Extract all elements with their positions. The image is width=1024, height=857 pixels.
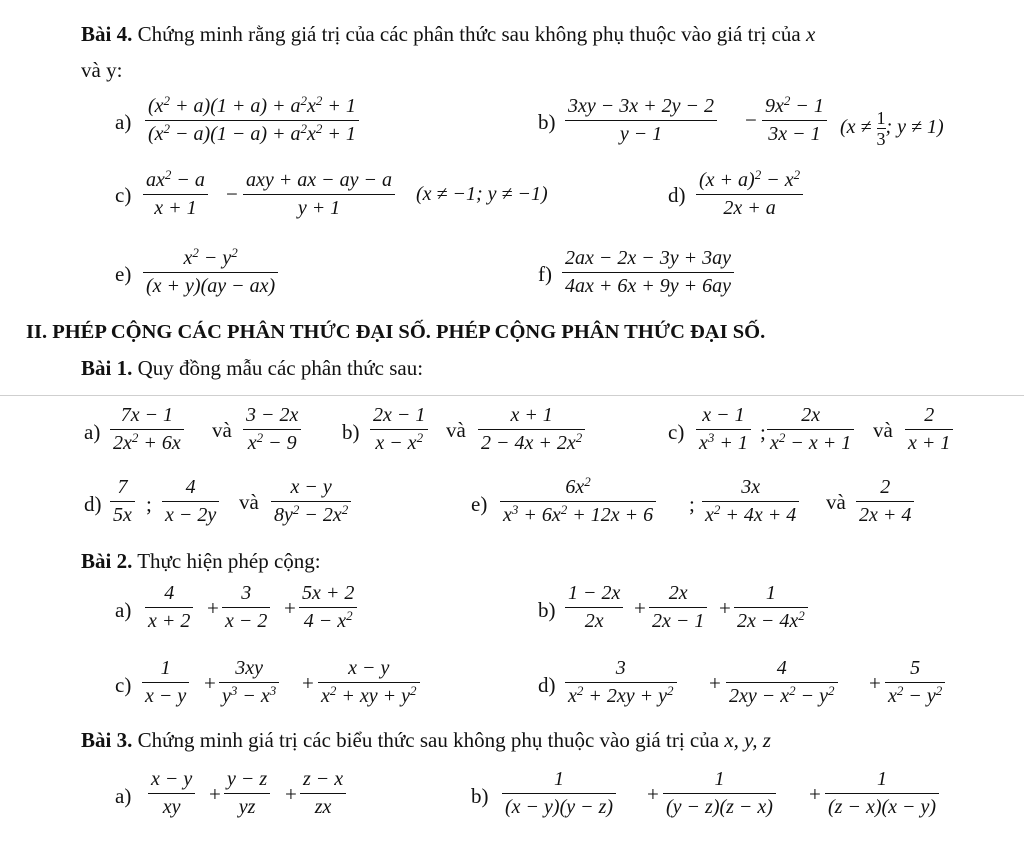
bai1-b-label: b) — [342, 420, 360, 444]
bai4-line1 — [81, 22, 815, 46]
bai3-b-fraction-2 — [663, 768, 776, 819]
bai2-c-plus-1: + — [204, 671, 216, 695]
bai4-e-fraction — [143, 244, 278, 298]
denominator: xy — [162, 796, 181, 818]
bai2-text: Thực hiện phép cộng: — [132, 549, 321, 573]
bai4-b-fraction-2 — [762, 92, 827, 146]
bai4-text: Chứng minh rằng giá trị của các phân thức sau không phụ thuộc vào giá trị của — [132, 22, 806, 46]
bai4-f-fraction — [562, 247, 734, 298]
bai3-b-fraction-1 — [502, 768, 616, 819]
bai1-e-fraction-1 — [500, 473, 656, 527]
bai2-c-plus-2: + — [302, 671, 314, 695]
bai2-a-plus-2: + — [284, 596, 296, 620]
numerator: x − y — [151, 768, 193, 790]
numerator: 2 — [880, 476, 891, 498]
denominator: 4ax + 6x + 9y + 6ay — [565, 275, 731, 297]
numerator: 3xy − 3x + 2y − 2 — [568, 95, 714, 117]
numerator: 1 — [554, 768, 565, 790]
numerator: 3 — [615, 657, 626, 679]
bai2-b-plus-2: + — [719, 596, 731, 620]
numerator: $(x + a)^2 - x^2$ — [699, 166, 801, 191]
bai1-e-fraction-3 — [856, 476, 914, 527]
bai2-b-fraction-3 — [734, 582, 808, 633]
numerator: 1 — [160, 657, 171, 679]
bai2-a-fraction-1 — [145, 582, 193, 633]
bai2-d-fraction-1 — [565, 657, 677, 708]
bai3-b-plus-2: + — [809, 782, 821, 806]
denominator: x + 1 — [908, 432, 951, 454]
numerator: 5x + 2 — [302, 582, 355, 604]
denominator: $x^2 - x + 1$ — [770, 429, 852, 454]
bai1-e-sep: ; — [689, 492, 695, 516]
denominator: 2x + a — [723, 197, 776, 219]
bai2-b-fraction-1 — [565, 582, 623, 633]
numerator: 3 − 2x — [246, 404, 299, 426]
bai4-a-label: a) — [115, 110, 132, 134]
bai1-heading: Bài 1. — [81, 356, 133, 380]
numerator: 3 — [241, 582, 252, 604]
denominator: x − 2 — [225, 610, 268, 632]
numerator: $x^2 - y^2$ — [183, 244, 238, 269]
bai3-b-fraction-3 — [825, 768, 939, 819]
denominator: $x^3 + 6x^2 + 12x + 6$ — [503, 501, 654, 526]
numerator: x − 1 — [702, 404, 745, 426]
bai2-d-fraction-2 — [726, 657, 838, 708]
denominator: y + 1 — [297, 197, 341, 219]
denominator: (y − z)(z − x) — [666, 796, 773, 818]
numerator: axy + ax − ay − a — [246, 169, 392, 191]
bai4-b-condition — [840, 108, 944, 149]
denominator: $(x^2 - a)(1 - a) + a^2x^2 + 1$ — [148, 120, 356, 145]
bai4-c-minus: − — [226, 182, 238, 206]
denominator: $2 - 4x + 2x^2$ — [481, 429, 583, 454]
denominator: $x^2$ + xy + $y^2$ — [321, 682, 417, 707]
numerator: 1 — [877, 768, 888, 790]
bai2-a-fraction-2 — [222, 582, 270, 633]
denominator: (x − y)(y − z) — [505, 796, 614, 818]
bai2-a-fraction-3 — [299, 582, 357, 633]
bai3-line — [81, 728, 771, 752]
bai1-e-label: e) — [471, 492, 488, 516]
bai1-b-fraction-2 — [478, 404, 585, 455]
bai1-c-fraction-3 — [905, 404, 953, 455]
denominator: 3 — [876, 129, 886, 149]
numerator: 2x − 1 — [373, 404, 426, 426]
bai2-d-fraction-3 — [885, 657, 945, 708]
bai1-c-fraction-2 — [767, 404, 854, 455]
bai2-d-label: d) — [538, 673, 556, 697]
bai3-b-plus-1: + — [647, 782, 659, 806]
denominator: $2x - 4x^2$ — [737, 607, 805, 632]
bai3-a-fraction-1 — [148, 768, 195, 819]
denominator: $8y^2 - 2x^2$ — [274, 501, 349, 526]
bai4-d-fraction — [696, 166, 803, 220]
numerator: 7x − 1 — [120, 404, 174, 426]
numerator: $6x^2$ — [565, 473, 591, 498]
numerator: 2 — [924, 404, 935, 426]
bai2-d-plus-2: + — [869, 671, 881, 695]
bai4-e-label: e) — [115, 262, 132, 286]
denominator: $2x^2 + 6x$ — [113, 429, 181, 454]
bai1-e-va: và — [826, 490, 846, 514]
denominator: $x^3 + 1$ — [699, 429, 748, 454]
numerator: $(x^2 + a)(1 + a) + a^2x^2 + 1$ — [148, 92, 356, 117]
bai4-a-fraction — [145, 92, 359, 146]
bai1-a-va: và — [212, 418, 232, 442]
numerator: 1 — [876, 108, 886, 128]
section-2-title: II. PHÉP CỘNG CÁC PHÂN THỨC ĐẠI SỐ. PHÉP CỘNG PHÂN THỨC ĐẠI SỐ. — [26, 321, 766, 343]
numerator: $9x^2 - 1$ — [765, 92, 824, 117]
bai1-b-fraction-1 — [370, 404, 428, 455]
denominator: y − 1 — [619, 123, 663, 145]
bai2-line — [81, 549, 321, 573]
bai1-b-va: và — [446, 418, 466, 442]
bai1-d-fraction-1 — [110, 476, 135, 527]
denominator: 3x − 1 — [768, 123, 821, 145]
bai4-c-label: c) — [115, 183, 132, 207]
bai4-var-x: x — [805, 22, 816, 46]
bai1-d-fraction-3 — [271, 476, 351, 527]
numerator: 2ax − 2x − 3y + 3ay — [565, 247, 731, 269]
bai2-b-label: b) — [538, 598, 556, 622]
denominator: $x - x^2$ — [375, 429, 424, 454]
numerator: x − y — [348, 657, 390, 679]
numerator: 1 − 2x — [568, 582, 621, 604]
denominator: 2x + 4 — [859, 504, 912, 526]
denominator: x + 1 — [154, 197, 197, 219]
numerator: 2x — [668, 582, 688, 604]
denominator: $x^2 - y^2$ — [888, 682, 943, 707]
denominator: yz — [238, 796, 256, 818]
bai3-a-fraction-3 — [300, 768, 346, 819]
numerator: y − z — [227, 768, 268, 790]
bai1-line — [81, 356, 423, 380]
bai1-c-label: c) — [668, 420, 685, 444]
numerator: 3xy — [235, 657, 264, 679]
bai2-c-fraction-1 — [142, 657, 189, 708]
bai4-heading: Bài 4. — [81, 22, 133, 46]
page-divider — [0, 395, 1024, 396]
bai1-d-fraction-2 — [162, 476, 219, 527]
bai4-line2: và y: — [81, 58, 123, 82]
numerator: 1 — [765, 582, 776, 604]
denominator: $y^3 - x^3$ — [222, 682, 277, 707]
bai4-b-fraction-1 — [565, 95, 717, 146]
bai1-a-label: a) — [84, 420, 101, 444]
bai3-vars: x, y, z — [724, 728, 771, 752]
bai4-f-label: f) — [538, 262, 552, 286]
bai3-heading: Bài 3. — [81, 728, 133, 752]
condition-prefix: (x ≠ — [840, 116, 877, 139]
bai1-e-fraction-2 — [702, 476, 799, 527]
denominator: $x^2 - 9$ — [247, 429, 297, 454]
bai2-a-label: a) — [115, 598, 132, 622]
bai3-a-fraction-2 — [224, 768, 270, 819]
bai4-d-label: d) — [668, 183, 686, 207]
bai3-b-label: b) — [471, 784, 489, 808]
denominator: x + 2 — [148, 610, 191, 632]
condition-fraction — [877, 108, 886, 149]
bai2-a-plus-1: + — [207, 596, 219, 620]
denominator: 5x — [113, 504, 132, 526]
numerator: $ax^2 - a$ — [146, 166, 205, 191]
numerator: x + 1 — [510, 404, 553, 426]
numerator: 5 — [910, 657, 921, 679]
bai3-text: Chứng minh giá trị các biểu thức sau không phụ thuộc vào giá trị của — [132, 728, 725, 752]
numerator: 7 — [117, 476, 128, 498]
bai4-c-fraction-2 — [243, 169, 395, 220]
bai1-c-sep: ; — [760, 420, 766, 444]
bai4-c-fraction-1 — [143, 166, 208, 220]
condition-suffix: ; y ≠ 1) — [885, 116, 944, 139]
bai1-d-va: và — [239, 490, 259, 514]
numerator: 2x — [801, 404, 821, 426]
denominator: (z − x)(x − y) — [828, 796, 937, 818]
bai2-c-label: c) — [115, 673, 132, 697]
denominator: $4 - x^2$ — [303, 607, 353, 632]
bai4-b-minus: − — [745, 108, 757, 132]
numerator: 4 — [185, 476, 196, 498]
denominator: 2x − 1 — [652, 610, 705, 632]
bai1-c-va: và — [873, 418, 893, 442]
denominator: zx — [314, 796, 332, 818]
bai2-c-fraction-2 — [219, 657, 279, 708]
numerator: 1 — [714, 768, 725, 790]
bai2-heading: Bài 2. — [81, 549, 133, 573]
denominator: x − y — [145, 685, 187, 707]
bai1-d-label: d) — [84, 492, 102, 516]
numerator: 4 — [776, 657, 787, 679]
numerator: 3x — [741, 476, 761, 498]
denominator: $2xy - x^2 - y^2$ — [729, 682, 835, 707]
denominator: $x^2 + 2xy + y^2$ — [568, 682, 674, 707]
bai3-a-plus-2: + — [285, 782, 297, 806]
bai4-c-condition: (x ≠ −1; y ≠ −1) — [416, 183, 548, 205]
bai2-c-fraction-3 — [318, 657, 420, 708]
numerator: z − x — [303, 768, 344, 790]
bai3-a-plus-1: + — [209, 782, 221, 806]
bai1-a-fraction-1 — [110, 404, 184, 455]
denominator: 2x — [584, 610, 604, 632]
bai2-b-plus-1: + — [634, 596, 646, 620]
bai2-d-plus-1: + — [709, 671, 721, 695]
bai3-a-label: a) — [115, 784, 132, 808]
denominator: $x^2 + 4x + 4$ — [705, 501, 797, 526]
bai1-d-sep: ; — [146, 492, 152, 516]
bai1-c-fraction-1 — [696, 404, 751, 455]
bai2-b-fraction-2 — [649, 582, 707, 633]
bai1-text: Quy đồng mẫu các phân thức sau: — [132, 356, 424, 380]
bai4-b-label: b) — [538, 110, 556, 134]
denominator: (x + y)(ay − ax) — [146, 275, 276, 297]
numerator: 4 — [164, 582, 175, 604]
denominator: x − 2y — [165, 504, 217, 526]
bai1-a-fraction-2 — [243, 404, 301, 455]
numerator: x − y — [290, 476, 332, 498]
